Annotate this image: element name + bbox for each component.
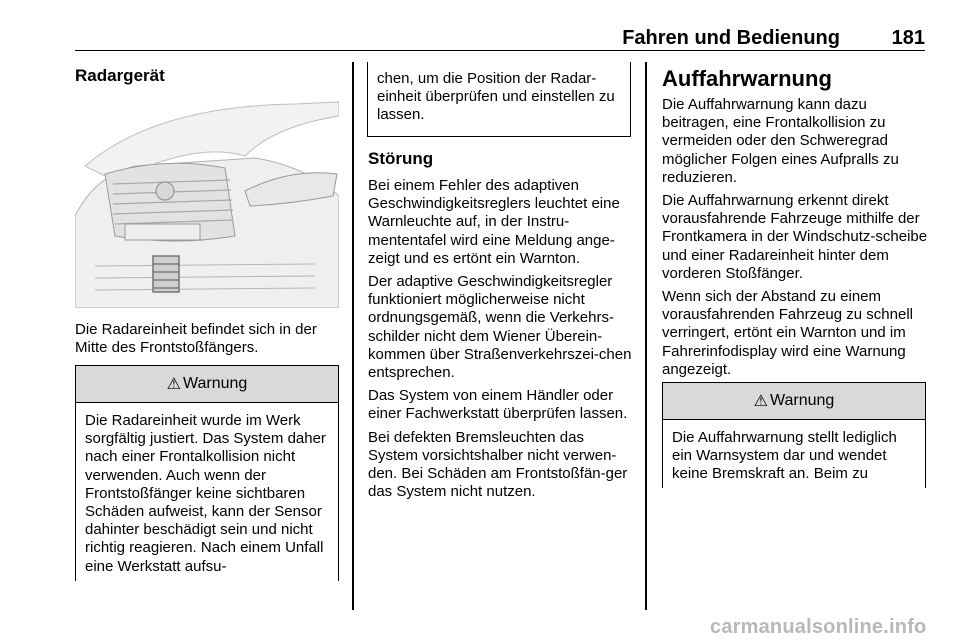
- fault-para-1: Bei einem Fehler des adaptiven Geschwindigkeitsreglers leuchtet eine Warnleuchte auf, in der Instru-mententafel wird eine Meldung ange-zeigt und es ertönt ein Warnton.: [368, 177, 620, 267]
- fault-para-3: Das System von einem Händler oder einer Fachwerkstatt überprüfen lassen.: [368, 387, 628, 423]
- continued-warning-text: chen, um die Position der Radar-einheit überprüfen und einstellen zu lassen.: [377, 70, 615, 124]
- warning-header-collision: [663, 382, 925, 420]
- page-header: [75, 0, 925, 51]
- warning-box-radar: [75, 365, 339, 581]
- warning-text: Die Radareinheit wurde im Werk sorgfältig justiert. Das System daher nach einer Frontalkollision nicht verwenden. Auch wenn der Frontstoßfänger keine sichtbaren Schäden aufweist, kann der Sensor dahinter beschädigt sein und nicht richtig reagieren. Nach einem Unfall eine Werkstatt aufsu-: [85, 412, 326, 575]
- section-title: Fahren und Bedienung: [622, 27, 840, 49]
- radar-location-text: Die Radareinheit befindet sich in der Mitte des Frontstoßfängers.: [75, 321, 317, 357]
- continued-warning-box: [367, 62, 631, 137]
- fault-para-2: Der adaptive Geschwindigkeitsregler funktioniert möglicherweise nicht ordnungsgemäß, wenn die Verkehrs-schilder nicht dem Wiener Überein-kommen über Straßenverkehrszei-chen entsprechen.: [368, 273, 632, 382]
- fault-para-4: Bei defekten Bremsleuchten das System vorsichtshalber nicht verwen-den. Bei Schäden am Frontstoßfän-ger das System nicht nutzen.: [368, 428, 628, 501]
- warning-title: Warnung: [183, 375, 248, 392]
- warning-header: [76, 365, 338, 403]
- car-front-illustration: [75, 96, 339, 308]
- page-number: 181: [891, 27, 925, 49]
- collision-para-3: Wenn sich der Abstand zu einem vorausfahrenden Fahrzeug zu schnell verringert, ertönt ein Warnton und im Fahrerinfodisplay wird eine Warnung angezeigt.: [662, 288, 913, 378]
- fault-heading: Störung: [368, 149, 434, 168]
- warning-triangle-icon: ⚠: [166, 376, 181, 393]
- warning-box-collision: [662, 382, 926, 488]
- warning-triangle-icon: ⚠: [753, 393, 768, 410]
- collision-para-1: Die Auffahrwarnung kann dazu beitragen, eine Frontalkollision zu vermeiden oder den Schweregrad möglicher Folgen eines Aufpralls zu reduzieren.: [662, 96, 899, 186]
- warning-title-collision: Warnung: [770, 392, 835, 409]
- column-divider-1: [352, 62, 354, 610]
- collision-para-2: Die Auffahrwarnung erkennt direkt vorausfahrende Fahrzeuge mithilfe der Frontkamera in der Windschutz-scheibe und einer Radareinheit hinter dem vorderen Stoßfänger.: [662, 192, 928, 282]
- watermark: carmanualsonline.info: [710, 616, 927, 638]
- column-divider-2: [645, 62, 647, 610]
- warning-text-collision: Die Auffahrwarnung stellt lediglich ein Warnsystem dar und wendet keine Bremskraft an. Beim zu: [672, 429, 897, 483]
- collision-warning-heading: Auffahrwarnung: [662, 66, 832, 91]
- radar-heading: Radargerät: [75, 66, 165, 85]
